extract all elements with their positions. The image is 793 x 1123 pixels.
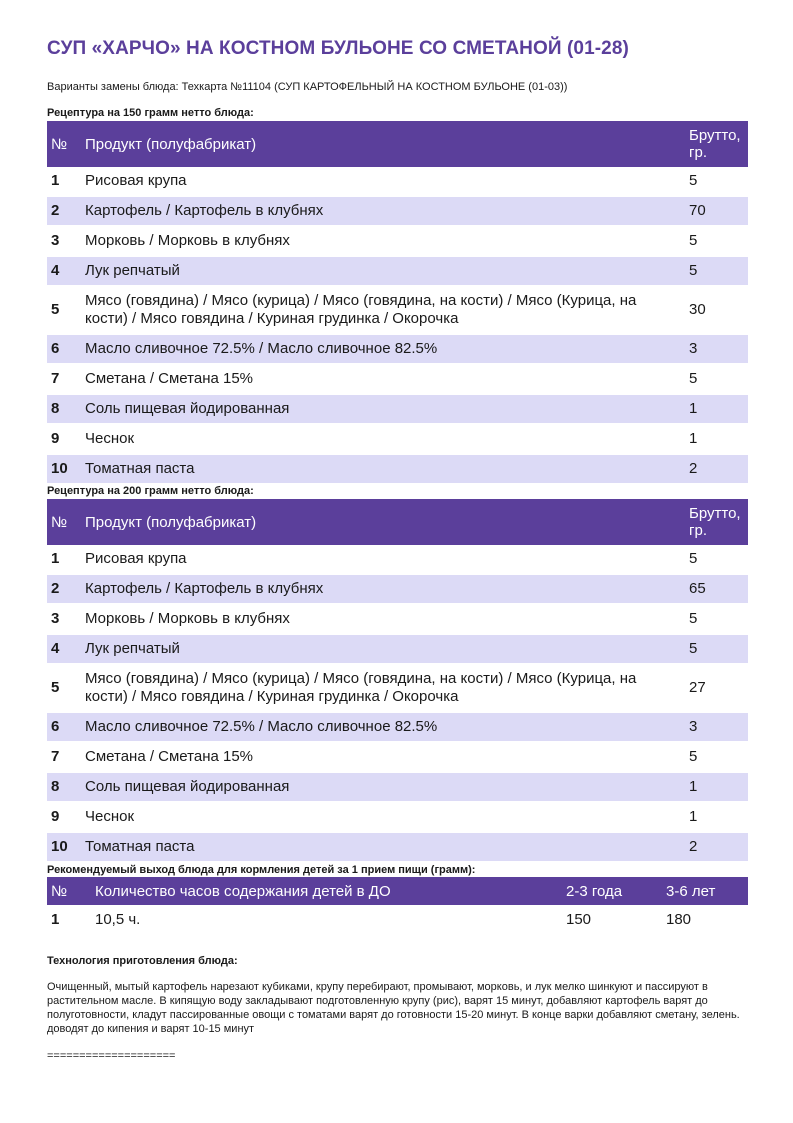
- recipe-150-body: [47, 167, 748, 483]
- table-row: [47, 455, 748, 483]
- yield-cell-age1: 150: [566, 910, 592, 928]
- cell-product: Томатная паста: [81, 833, 685, 861]
- cell-num: 4: [47, 635, 81, 663]
- yield-label: Рекомендуемый выход блюда для кормления детей за 1 прием пищи (грамм):: [47, 864, 476, 876]
- yield-table: [47, 877, 748, 933]
- header-gross: Брутто, гр.: [685, 121, 748, 167]
- table-row: [47, 365, 748, 393]
- cell-gross: 27: [689, 679, 706, 696]
- cell-gross: 5: [689, 550, 698, 567]
- cell-product: Масло сливочное 72.5% / Масло сливочное 82.5%: [81, 335, 685, 363]
- table-row: [47, 425, 748, 453]
- cell-gross: 1: [685, 395, 748, 423]
- cell-gross: 2: [685, 833, 748, 861]
- cell-product: Лук репчатый: [81, 635, 685, 663]
- table-row: [47, 227, 748, 255]
- cell-num: 10: [47, 455, 81, 483]
- yield-cell-hours: 10,5 ч.: [95, 910, 141, 928]
- cell-num: 1: [51, 172, 60, 189]
- recipe-200-label: Рецептура на 200 грамм нетто блюда:: [47, 485, 254, 497]
- cell-gross: 2: [685, 455, 748, 483]
- cell-num: 4: [47, 257, 81, 285]
- yield-header-hours: Количество часов содержания детей в ДО: [91, 877, 562, 905]
- cell-product: Соль пищевая йодированная: [81, 773, 685, 801]
- yield-header-age1: 2-3 года: [562, 877, 662, 905]
- cell-gross: 3: [685, 713, 748, 741]
- table-row: [47, 833, 748, 861]
- technology-text: Очищенный, мытый картофель нарезают кубиками, крупу перебирают, промывают, морковь, и лук мелко шинкуют и пассируют в растительном масле. В кипящую воду закладывают подготовленную крупу (рис), варят 15 минут, добавляют картофель варят до полуготовности, кладут пассированные овощи с томатами варят до готовности 15-20 минут. В конце варки добавляют сметану, зелень. доводят до кипения и варят 10-15 минут: [47, 981, 740, 1035]
- cell-num: 8: [47, 773, 81, 801]
- replacement-note: Варианты замены блюда: Техкарта №11104 (СУП КАРТОФЕЛЬНЫЙ НА КОСТНОМ БУЛЬОНЕ (01-03)): [47, 81, 568, 93]
- cell-gross: 1: [685, 773, 748, 801]
- table-row: [47, 665, 748, 711]
- cell-product: Томатная паста: [81, 455, 685, 483]
- header-product: Продукт (полуфабрикат): [81, 499, 685, 545]
- header-product: Продукт (полуфабрикат): [81, 121, 685, 167]
- table-row: [47, 743, 748, 771]
- recipe-200-body: [47, 545, 748, 861]
- cell-gross: 70: [685, 197, 748, 225]
- cell-gross: 5: [685, 635, 748, 663]
- cell-gross: 3: [685, 335, 748, 363]
- cell-num: 8: [47, 395, 81, 423]
- cell-product: Картофель / Картофель в клубнях: [81, 197, 685, 225]
- recipe-150-label: Рецептура на 150 грамм нетто блюда:: [47, 107, 254, 119]
- table-row: [47, 257, 748, 285]
- separator-line: ====================: [47, 1050, 176, 1062]
- cell-product: Рисовая крупа: [85, 172, 187, 189]
- cell-product: Мясо (говядина) / Мясо (курица) / Мясо (говядина, на кости) / Мясо (Курица, на кости) / Мясо говядина / Куриная грудинка / Окорочка: [85, 292, 637, 327]
- cell-gross: 5: [685, 257, 748, 285]
- yield-cell-age2: 180: [666, 910, 692, 928]
- cell-num: 3: [51, 232, 60, 249]
- cell-gross: 65: [685, 575, 748, 603]
- cell-product: Картофель / Картофель в клубнях: [81, 575, 685, 603]
- cell-num: 6: [47, 335, 81, 363]
- cell-product: Сметана / Сметана 15%: [85, 748, 254, 765]
- table-row: [47, 197, 748, 225]
- cell-num: 1: [51, 550, 60, 567]
- table-row: [47, 803, 748, 831]
- recipe-150-table: [47, 121, 748, 483]
- table-row: [47, 395, 748, 423]
- cell-num: 9: [51, 808, 60, 825]
- cell-product: Чеснок: [85, 808, 135, 825]
- cell-num: 2: [47, 575, 81, 603]
- cell-num: 5: [51, 679, 60, 696]
- cell-product: Морковь / Морковь в клубнях: [85, 232, 290, 249]
- cell-gross: 5: [689, 748, 698, 765]
- cell-num: 10: [47, 833, 81, 861]
- table-row: [47, 635, 748, 663]
- cell-product: Лук репчатый: [81, 257, 685, 285]
- cell-num: 5: [51, 301, 60, 318]
- cell-num: 3: [51, 610, 60, 627]
- yield-cell-num: 1: [51, 910, 60, 928]
- cell-num: 7: [51, 748, 60, 765]
- table-row: [47, 335, 748, 363]
- table-row: [47, 575, 748, 603]
- cell-gross: 5: [689, 232, 698, 249]
- cell-product: Мясо (говядина) / Мясо (курица) / Мясо (говядина, на кости) / Мясо (Курица, на кости) / Мясо говядина / Куриная грудинка / Окорочка: [85, 670, 637, 705]
- cell-gross: 5: [689, 370, 698, 387]
- cell-gross: 30: [689, 301, 706, 318]
- cell-gross: 5: [689, 610, 698, 627]
- cell-gross: 1: [689, 430, 698, 447]
- cell-product: Масло сливочное 72.5% / Масло сливочное 82.5%: [81, 713, 685, 741]
- cell-gross: 1: [689, 808, 698, 825]
- table-row: [47, 605, 748, 633]
- cell-product: Чеснок: [85, 430, 135, 447]
- cell-gross: 5: [689, 172, 698, 189]
- page-title: СУП «ХАРЧО» НА КОСТНОМ БУЛЬОНЕ СО СМЕТАНОЙ (01-28): [47, 38, 629, 59]
- cell-num: 7: [51, 370, 60, 387]
- cell-product: Рисовая крупа: [85, 550, 187, 567]
- technology-label: Технология приготовления блюда:: [47, 955, 238, 967]
- table-row: [47, 287, 748, 333]
- header-num: №: [47, 121, 81, 167]
- yield-row: [47, 905, 748, 933]
- header-gross: Брутто, гр.: [685, 499, 748, 545]
- table-row: [47, 713, 748, 741]
- cell-product: Соль пищевая йодированная: [81, 395, 685, 423]
- cell-num: 6: [47, 713, 81, 741]
- cell-num: 9: [51, 430, 60, 447]
- cell-product: Сметана / Сметана 15%: [85, 370, 254, 387]
- table-row: [47, 545, 748, 573]
- header-num: №: [47, 499, 81, 545]
- table-row: [47, 167, 748, 195]
- table-row: [47, 773, 748, 801]
- recipe-200-table: [47, 499, 748, 861]
- yield-header-age2: 3-6 лет: [662, 877, 748, 905]
- cell-num: 2: [47, 197, 81, 225]
- yield-header-num: №: [47, 877, 91, 905]
- cell-product: Морковь / Морковь в клубнях: [85, 610, 290, 627]
